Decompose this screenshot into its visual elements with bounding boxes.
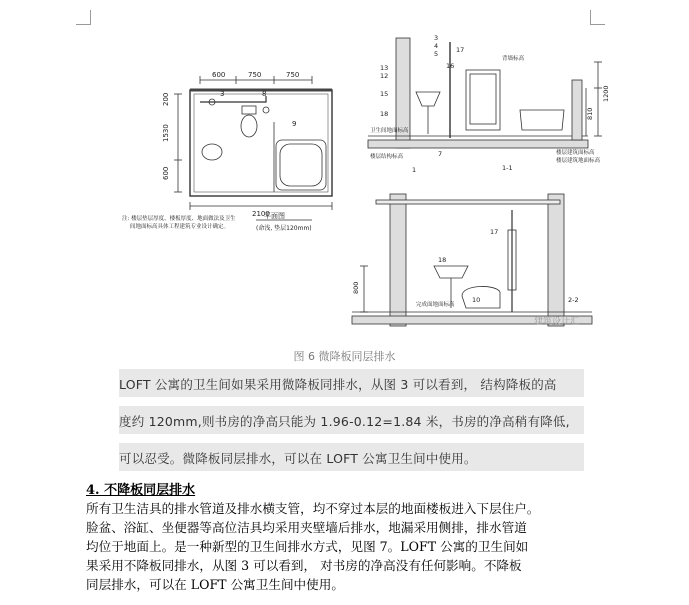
plan-note: 间地面标高具体工程建筑专业设计确定。	[130, 224, 230, 230]
plan-dim-top: 600	[212, 71, 226, 79]
figure-drawing	[116, 30, 636, 348]
s2-callout: 18	[438, 256, 447, 264]
body-line: 所有卫生洁具的排水管道及排水横支管，均不穿过本层的地面楼板进入下层住户。	[86, 501, 540, 516]
s1-note: 楼层建筑地面标高	[556, 158, 601, 164]
highlight-line: 可以忍受。微降板同层排水，可以在 LOFT 公寓卫生间中使用。	[119, 451, 477, 466]
body-line: 均位于地面上。是一种新型的卫生间排水方式，见图 7。LOFT 公寓的卫生间如	[86, 539, 529, 554]
s2-callout: 10	[472, 296, 481, 304]
plan-dim-left: 1530	[162, 124, 170, 142]
plan-note: 注: 楼层垫层厚度、楼板厚度、地面做法及卫生	[122, 216, 236, 222]
section-heading: 4. 不降板同层排水	[86, 483, 196, 498]
body-line: 果采用不降板同排水，从图 3 可以看到， 对书房的净高没有任何影响。不降板	[86, 558, 522, 573]
s1-note: 卫生间地面标高	[370, 128, 409, 134]
s1-id: 1-1	[502, 164, 513, 172]
section-2-2	[352, 194, 592, 326]
page-corner-mark	[76, 10, 91, 25]
body-line: 同层排水，可以在 LOFT 公寓卫生间中使用。	[86, 577, 344, 592]
plan-view	[174, 76, 332, 220]
body-line: 脸盆、浴缸、坐便器等高位洁具均采用夹壁墙后排水，地漏采用侧排，排水管道	[86, 520, 527, 535]
s1-dim: 1200	[602, 85, 610, 102]
s1-callout: 3	[434, 34, 439, 42]
s1-callout: 13	[380, 64, 389, 72]
s1-callout: 18	[380, 110, 389, 118]
s1-callout: 1	[412, 166, 417, 174]
s1-callout: 12	[380, 72, 389, 80]
plan-callout: 3	[220, 90, 225, 98]
plan-callout: 9	[292, 120, 297, 128]
s2-callout: 17	[490, 228, 499, 236]
plan-dim-top: 750	[286, 71, 300, 79]
s2-note: 完成面地面标高	[416, 302, 455, 308]
highlight-line: LOFT 公寓的卫生间如果采用微降板同排水，从图 3 可以看到， 结构降板的高	[119, 377, 557, 392]
watermark: 建筑设计汇	[534, 317, 580, 327]
plan-title: 平面图	[264, 212, 285, 220]
s2-dim: 800	[352, 281, 360, 294]
s1-callout: 15	[380, 90, 389, 98]
highlight-line: 度约 120mm,则书房的净高只能为 1.96-0.12=1.84 米，书房的净高稍有降低,	[119, 414, 570, 429]
plan-callout: 8	[262, 90, 267, 98]
plan-dim-top: 750	[248, 71, 262, 79]
plan-dim-left: 200	[162, 92, 170, 106]
s1-callout: 7	[438, 150, 443, 158]
s1-callout: 17	[456, 46, 465, 54]
s1-callout: 16	[446, 62, 455, 70]
page-corner-mark	[590, 10, 605, 25]
s2-id: 2-2	[568, 296, 579, 304]
s1-note: 楼层建筑面标高	[556, 150, 595, 156]
s1-note: 楼层结构标高	[370, 154, 404, 160]
s1-callout: 4	[434, 42, 439, 50]
plan-dim-bottom: 2100	[252, 210, 270, 218]
plan-dim-left: 600	[162, 166, 170, 180]
figure-caption: 图 6 微降板同层排水	[293, 350, 396, 363]
s1-callout: 5	[434, 50, 439, 58]
s1-dim: 810	[586, 107, 594, 120]
s1-note: 背墙标高	[502, 56, 525, 62]
plan-subtitle: (命浅, 垫层120mm)	[256, 225, 312, 232]
